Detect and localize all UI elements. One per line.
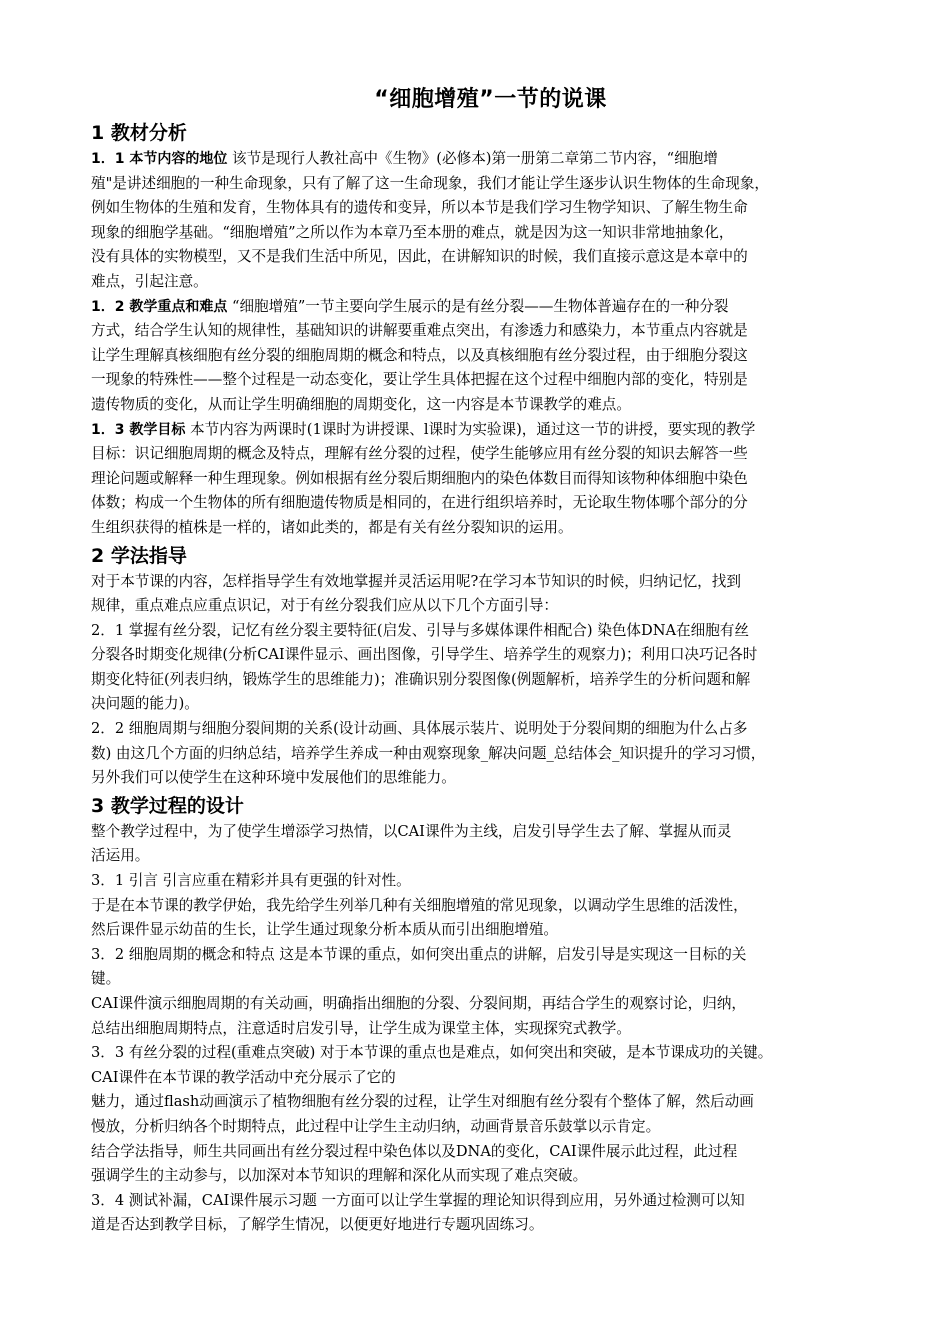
paragraph-line: 2．1 掌握有丝分裂，记忆有丝分裂主要特征(启发、引导与多媒体课件相配合) 染色体DNA在细胞有丝 [91,621,749,639]
paragraph-line: 分裂各时期变化规律(分析CAI课件显示、画出图像，引导学生、培养学生的观察力)；利用口决巧记各时 [91,646,758,664]
paragraph-line: 道是否达到教学目标，了解学生情况，以便更好地进行专题巩固练习。 [91,1216,544,1234]
paragraph-line: 遗传物质的变化，从而让学生明确细胞的周期变化，这一内容是本节课教学的难点。 [91,395,631,413]
paragraph-line: 然后课件显示幼苗的生长，让学生通过现象分析本质从而引出细胞增殖。 [91,921,559,939]
text-run: “细胞增殖”一节主要向学生展示的是有丝分裂——生物体普遍存在的一种分裂 [227,297,729,315]
paragraph-line: 理论问题或解释一种生理现象。例如根据有丝分裂后期细胞内的染色体数目而得知该物种体细胞中染色 [91,469,748,487]
paragraph-line: 例如生物体的生殖和发育，生物体具有的遗传和变异，所以本节是我们学习生物学知识、了解生物生命 [91,199,748,217]
paragraph-line: CAI课件演示细胞周期的有关动画，明确指出细胞的分裂、分裂间期，再结合学生的观察讨论，归纳， [91,995,747,1012]
paragraph-line: 一现象的特殊性——整个过程是一动态变化，要让学生具体把握在这个过程中细胞内部的变化，特别是 [91,371,748,389]
text-run: 该节是现行人教社高中《生物》(必修本)第一册第二章第二节内容，“细胞增 [227,150,718,167]
paragraph-line: CAI课件在本节课的教学活动中充分展示了它的 [91,1068,396,1086]
paragraph-line [91,147,890,172]
paragraph-line: 2．2 细胞周期与细胞分裂间期的关系(设计动画、具体展示装片、说明处于分裂间期的细胞为什么占多 [91,720,748,738]
paragraph-line [91,295,890,320]
document-title: “细胞增殖”一节的说课 [374,87,607,112]
paragraph-line [91,418,890,443]
paragraph-line: 生组织获得的植株是一样的，诸如此类的，都是有关有丝分裂知识的运用。 [91,518,573,536]
paragraph-line: 活运用。 [91,847,150,865]
subsection-label: 1．1 本节内容的地位 [91,151,228,167]
paragraph-line: 期变化特征(列表归纳，锻炼学生的思维能力)；准确识别分裂图像(例题解析，培养学生的分析问题和解 [91,670,751,688]
paragraph-line: 总结出细胞周期特点，注意适时启发引导，让学生成为课堂主体，实现探究式教学。 [91,1019,631,1037]
paragraph-line: 数) 由这几个方面的归纳总结，培养学生养成一种由观察现象_解决问题_总结体会_知识提升的学习习惯， [91,744,766,762]
paragraph-line: 让学生理解真核细胞有丝分裂的细胞周期的概念和特点，以及真核细胞有丝分裂过程，由于细胞分裂这 [91,346,748,364]
paragraph-line: 结合学法指导，师生共同画出有丝分裂过程中染色体以及DNA的变化，CAI课件展示此过程，此过程 [91,1142,738,1160]
section-3-heading: 3 教学过程的设计 [91,794,244,817]
paragraph-line: 慢放，分析归纳各个时期特点，此过程中让学生主动归纳，动画背景音乐鼓掌以示肯定。 [91,1117,661,1135]
paragraph-line: 难点，引起注意。 [91,272,208,290]
section-1-heading: 1 教材分析 [91,122,187,144]
paragraph-line: 3．4 测试补漏，CAI课件展示习题 一方面可以让学生掌握的理论知识得到应用，另外通过检测可以知 [91,1191,745,1209]
paragraph-line: 强调学生的主动参与，以加深对本节知识的理解和深化从而实现了难点突破。 [91,1167,588,1185]
paragraph-line: 3．3 有丝分裂的过程(重难点突破) 对于本节课的重点也是难点，如何突出和突破，是本节课成功的关键。 [91,1044,773,1062]
paragraph-line: 3．2 细胞周期的概念和特点 这是本节课的重点，如何突出重点的讲解，启发引导是实现这一目标的关 [91,945,747,963]
paragraph-line: 方式，结合学生认知的规律性，基础知识的讲解要重难点突出，有渗透力和感染力，本节重点内容就是 [91,322,748,340]
paragraph-line: 另外我们可以使学生在这种环境中发展他们的思维能力。 [91,769,456,787]
paragraph-line: 整个教学过程中，为了使学生增添学习热情，以CAI课件为主线，启发引导学生去了解、掌握从而灵 [91,822,732,840]
paragraph-line: 键。 [91,970,121,988]
paragraph-line: 体数；构成一个生物体的所有细胞遗传物质是相同的，在进行组织培养时，无论取生物体哪个部分的分 [91,494,748,512]
paragraph-line: 魅力，通过flash动画演示了植物细胞有丝分裂的过程，让学生对细胞有丝分裂有个整体了解，然后动画 [91,1093,754,1111]
paragraph-line: 3．1 引言 引言应重在精彩并具有更强的针对性。 [91,872,411,890]
paragraph-line: 殖"是讲述细胞的一种生命现象，只有了解了这一生命现象，我们才能让学生逐步认识生物体的生命现象， [91,174,770,192]
paragraph-line: 于是在本节课的教学伊始，我先给学生列举几种有关细胞增殖的常见现象，以调动学生思维的活泼性， [91,896,748,914]
subsection-label: 1．3 教学目标 [91,421,186,438]
paragraph-line: 规律，重点难点应重点识记，对于有丝分裂我们应从以下几个方面引导： [91,597,559,615]
paragraph-line: 没有具体的实物模型，又不是我们生活中所见，因此，在讲解知识的时候，我们直接示意这是本章中的 [91,248,748,266]
paragraph-line: 对于本节课的内容，怎样指导学生有效地掌握并灵活运用呢?在学习本节知识的时候，归纳记忆，找到 [91,572,741,590]
paragraph-line: 现象的细胞学基础。“细胞增殖”之所以作为本章乃至本册的难点，就是因为这一知识非常地抽象化， [91,223,734,241]
text-run: 本节内容为两课时(1课时为讲授课、l课时为实验课)，通过这一节的讲授，要实现的教学 [185,420,756,438]
paragraph-line: 决问题的能力)。 [91,695,199,713]
section-2-heading: 2 学法指导 [91,544,187,567]
subsection-label: 1．2 教学重点和难点 [91,298,228,315]
paragraph-line: 目标：识记细胞周期的概念及特点，理解有丝分裂的过程，使学生能够应用有丝分裂的知识去解答一些 [91,445,748,463]
